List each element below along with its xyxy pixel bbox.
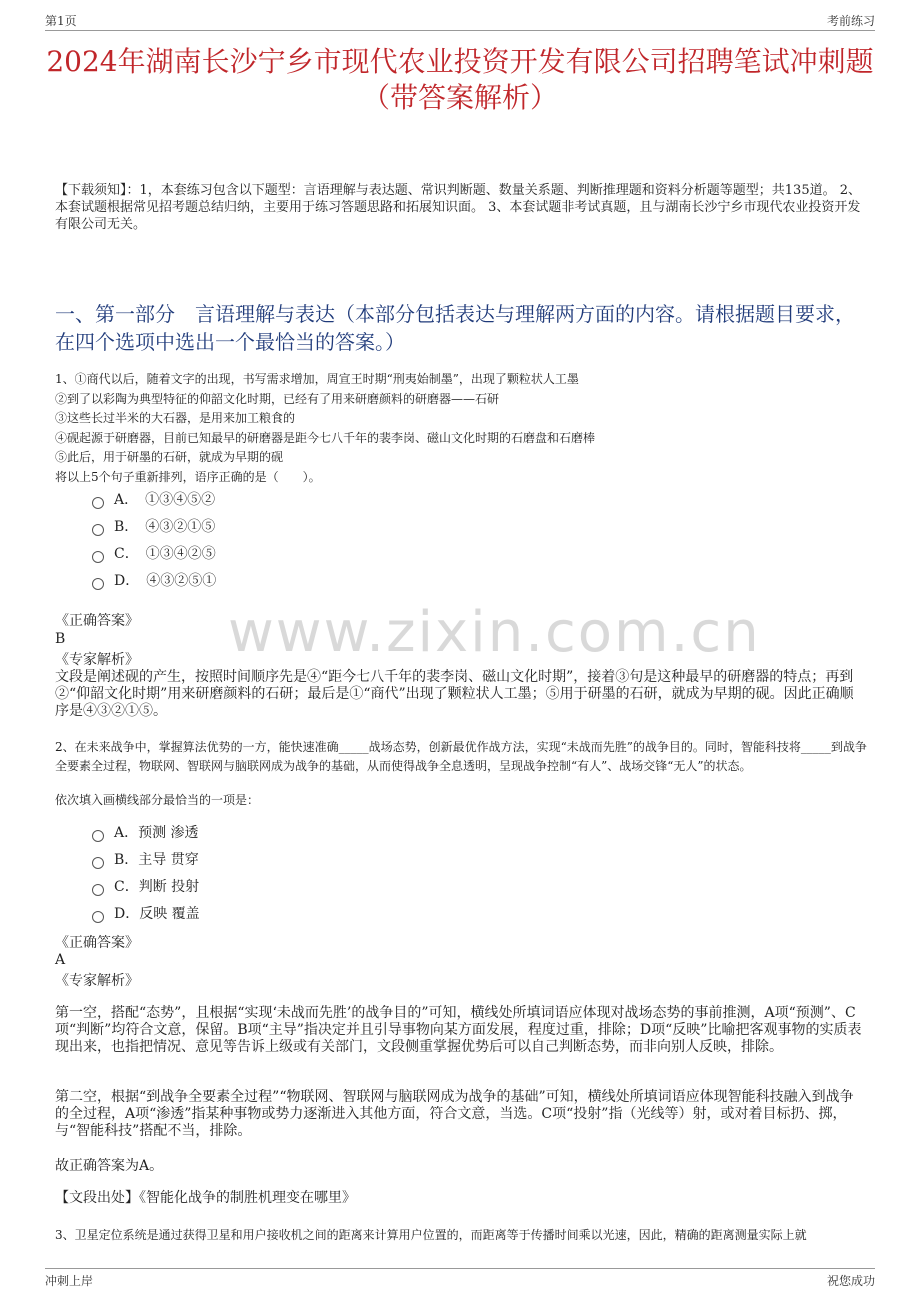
radio-icon[interactable] <box>92 578 104 590</box>
radio-icon[interactable] <box>92 830 104 842</box>
expert-analysis: 文段是阐述砚的产生，按照时间顺序先是④“距今七八千年的裴李岗、磁山文化时期”，接着③句是这种最早的研磨器的特点；再到②“仰韶文化时期”用来研磨颜料的石研；最后是①“商代”出现了颗粒状人工墨；⑤用于研墨的石研，就成为早期的砚。因此正确顺序是④③②①⑤。 <box>55 669 854 719</box>
question-1-line: ④砚起源于研磨器，目前已知最早的研磨器是距今七八千年的裴李岗、磁山文化时期的石磨盘和石磨棒 <box>55 430 596 445</box>
page-title: 2024年湖南长沙宁乡市现代农业投资开发有限公司招聘笔试冲刺题（带答案解析） <box>46 45 874 114</box>
option-d[interactable]: D． ④③②⑤① <box>92 568 216 595</box>
question-1-line: 将以上5个句子重新排列，语序正确的是（ ）。 <box>55 469 321 484</box>
question-2-prompt: 依次填入画横线部分最恰当的一项是： <box>55 793 260 807</box>
section-heading: 一、第一部分 言语理解与表达（本部分包括表达与理解两方面的内容。请根据题目要求，在四个选项中选出一个最恰当的答案。） <box>55 302 855 354</box>
analysis-paragraph-2: 第二空，根据“到战争全要素全过程”“物联网、智联网与脑联网成为战争的基础”可知，横线处所填词语应体现智能科技融入到战争的全过程，A项“渗透”指某种事物或势力逐渐进入其他方面，符合文意，当选。C项“投射”指（光线等）射，或对着目标扔、掷，与“智能科技”搭配不当，排除。 <box>55 1089 854 1139</box>
option-a[interactable]: A．预测 渗透 <box>92 820 200 847</box>
correct-answer: B <box>55 631 66 647</box>
expert-analysis-label: 《专家解析》 <box>55 973 139 989</box>
analysis-conclusion: 故正确答案为A。 <box>55 1158 164 1174</box>
question-1-line: ③这些长过半米的大石器，是用来加工粮食的 <box>55 411 296 425</box>
radio-icon[interactable] <box>92 911 104 923</box>
option-c[interactable]: C． ①③④②⑤ <box>92 541 216 568</box>
header-divider <box>45 30 875 31</box>
analysis-paragraph-1: 第一空，搭配“态势”，且根据“实现‘未战而先胜’的战争目的”可知，横线处所填词语应体现对战场态势的事前推测，A项“预测”、C项“判断”均符合文意，保留。B项“主导”指决定并且引导事物向某方面发展，程度过重，排除；D项“反映”比喻把客观事物的实质表现出来，也指把情况、意见等告诉上级或有关部门，文段侧重掌握优势后可以自己判断态势，而非向别人反映，排除。 <box>55 1005 862 1055</box>
question-2-stem: 2、在未来战争中，掌握算法优势的一方，能快速准确_____战场态势，创新最优作战方法，实现“未战而先胜”的战争目的。同时，智能科技将_____到战争全要素全过程，物联网、智联网与脑联网成为战争的基础，从而使得战争全息透明，呈现战争控制“有人”、战场交锋“无人”的状态。 <box>55 740 867 773</box>
radio-icon[interactable] <box>92 551 104 563</box>
correct-answer-label: 《正确答案》 <box>55 935 139 951</box>
radio-icon[interactable] <box>92 884 104 896</box>
radio-icon[interactable] <box>92 857 104 869</box>
correct-answer-label: 《正确答案》 <box>55 613 139 629</box>
header-label: 考前练习 <box>826 14 875 28</box>
radio-icon[interactable] <box>92 497 104 509</box>
footer-divider <box>45 1268 875 1269</box>
question-3-stem: 3、卫星定位系统是通过获得卫星和用户接收机之间的距离来计算用户位置的，而距离等于传播时间乘以光速，因此，精确的距离测量实际上就 <box>55 1228 807 1242</box>
watermark: www.zixin.com.cn <box>228 600 761 665</box>
question-1-options <box>92 487 216 595</box>
download-notice: 【下载须知】：1，本套练习包含以下题型：言语理解与表达题、常识判断题、数量关系题、判断推理题和资料分析题等题型；共135道。 2、本套试题根据常见招考题总结归纳，主要用于练习答题思路和拓展知识面。 3、本套试题非考试真题，且与湖南长沙宁乡市现代农业投资开发有限公司无关。 <box>55 183 861 232</box>
footer-right: 祝您成功 <box>826 1274 875 1288</box>
question-1-line: ⑤此后，用于研墨的石研，就成为早期的砚 <box>55 450 284 464</box>
option-d[interactable]: D．反映 覆盖 <box>92 901 200 928</box>
expert-analysis-label: 《专家解析》 <box>55 652 139 668</box>
correct-answer: A <box>55 952 66 968</box>
text-source: 【文段出处】《智能化战争的制胜机理变在哪里》 <box>55 1190 356 1206</box>
question-1-stem <box>55 370 867 487</box>
option-c[interactable]: C．判断 投射 <box>92 874 200 901</box>
question-1-line: 1、①商代以后，随着文字的出现，书写需求增加，周宣王时期“刑夷始制墨”，出现了颗粒状人工墨 <box>55 372 579 386</box>
question-2-options <box>92 820 200 928</box>
page-number: 第1页 <box>45 14 77 28</box>
radio-icon[interactable] <box>92 524 104 536</box>
footer-left: 冲刺上岸 <box>45 1274 94 1288</box>
question-1-line: ②到了以彩陶为典型特征的仰韶文化时期，已经有了用来研磨颜料的研磨器——石研 <box>55 391 500 406</box>
option-b[interactable]: B．主导 贯穿 <box>92 847 200 874</box>
option-a[interactable]: A． ①③④⑤② <box>92 487 216 514</box>
option-b[interactable]: B． ④③②①⑤ <box>92 514 216 541</box>
